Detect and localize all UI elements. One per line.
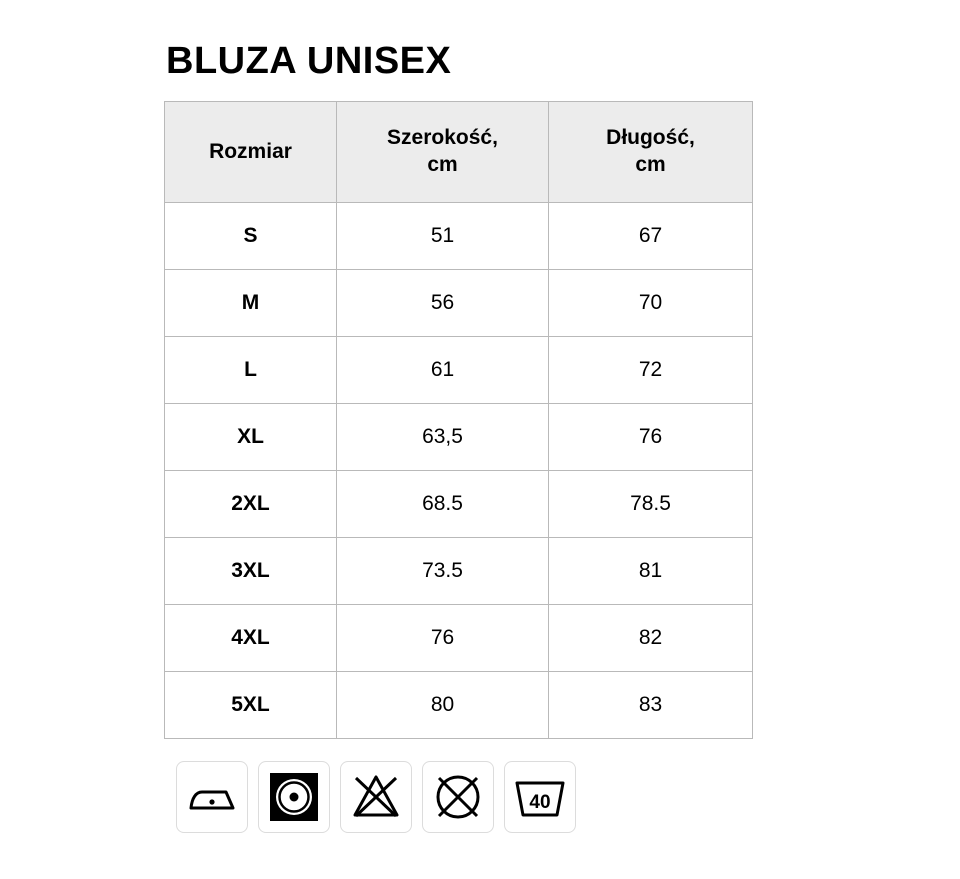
table-body: [165, 203, 753, 739]
cell-size: S: [165, 203, 337, 270]
cell-length: 78.5: [549, 471, 753, 538]
cell-size: 5XL: [165, 672, 337, 739]
iron-low-heat-icon: [176, 761, 248, 833]
cell-size: M: [165, 270, 337, 337]
table-row: [165, 538, 753, 605]
column-header-width-line2: cm: [427, 153, 458, 176]
cell-length: 81: [549, 538, 753, 605]
cell-size: 3XL: [165, 538, 337, 605]
cell-length: 82: [549, 605, 753, 672]
column-header-length-line2: cm: [635, 153, 666, 176]
wash-temperature-label: 40: [529, 792, 551, 813]
cell-width: 61: [337, 337, 549, 404]
cell-size: L: [165, 337, 337, 404]
wash-40-degrees-icon: [504, 761, 576, 833]
cell-width: 80: [337, 672, 549, 739]
size-table: [164, 101, 753, 739]
do-not-dry-clean-icon: [422, 761, 494, 833]
cell-width: 63,5: [337, 404, 549, 471]
column-header-width: [337, 102, 549, 203]
table-row: [165, 672, 753, 739]
do-not-bleach-icon: [340, 761, 412, 833]
cell-length: 70: [549, 270, 753, 337]
cell-width: 51: [337, 203, 549, 270]
table-row: [165, 203, 753, 270]
column-header-size-line1: Rozmiar: [209, 139, 292, 163]
table-row: [165, 337, 753, 404]
cell-length: 72: [549, 337, 753, 404]
cell-width: 76: [337, 605, 549, 672]
table-row: [165, 270, 753, 337]
cell-length: 83: [549, 672, 753, 739]
column-header-width-line1: Szerokość,: [387, 126, 498, 150]
cell-size: XL: [165, 404, 337, 471]
tumble-dry-normal-icon: [258, 761, 330, 833]
table-header-row: [165, 102, 753, 203]
table-row: [165, 471, 753, 538]
cell-length: 67: [549, 203, 753, 270]
cell-size: 4XL: [165, 605, 337, 672]
table-row: [165, 605, 753, 672]
table-header: [165, 102, 753, 203]
column-header-length-line1: Długość,: [606, 126, 695, 150]
cell-width: 73.5: [337, 538, 549, 605]
page-title: BLUZA UNISEX: [166, 40, 452, 82]
cell-width: 68.5: [337, 471, 549, 538]
column-header-size: [165, 102, 337, 203]
care-symbols-row: [176, 761, 960, 833]
cell-size: 2XL: [165, 471, 337, 538]
cell-width: 56: [337, 270, 549, 337]
table-row: [165, 404, 753, 471]
cell-length: 76: [549, 404, 753, 471]
column-header-length: [549, 102, 753, 203]
